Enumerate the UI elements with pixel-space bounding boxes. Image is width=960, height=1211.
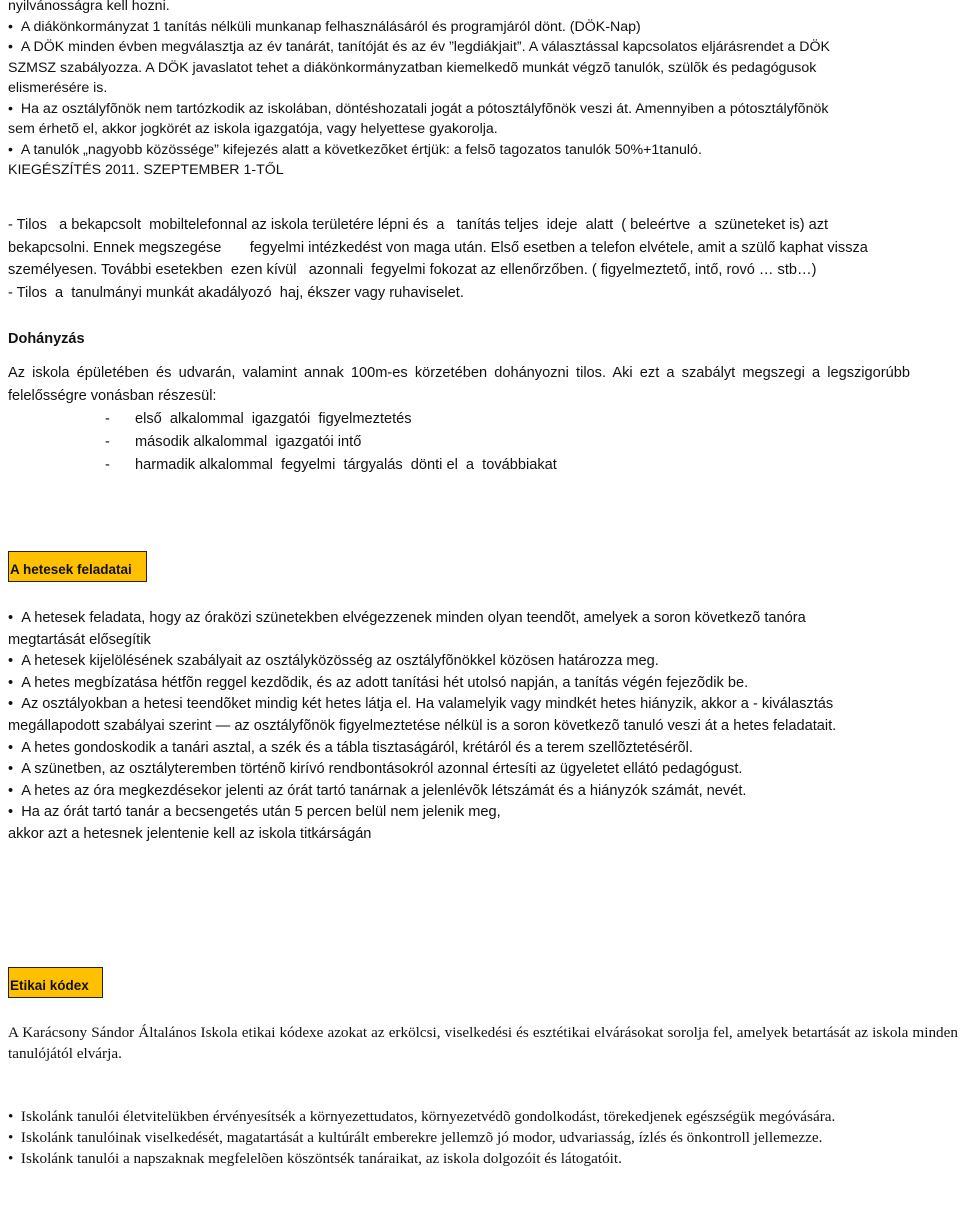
bullet-item: • Ha az órát tartó tanár a becsengetés után 5 percen belül nem jelenik meg, <box>8 802 836 824</box>
bullet-item: • A hetes az óra megkezdésekor jelenti az órát tartó tanárnak a jelenlévõk létszámát és a hiányzók számát, nevét. <box>8 781 836 803</box>
hetesek-list <box>8 608 836 846</box>
text-line: sem érhetõ el, akkor jogkörét az iskola igazgatója, vagy helyettese gyakorolja. <box>8 121 498 137</box>
bullet-item: • Iskolánk tanulói életvitelükben érvényesítsék a környezettudatos, környezetvédõ gondolkodást, törekedjenek egészségük megóvására. <box>8 1106 958 1127</box>
text-line: akkor azt a hetesnek jelentenie kell az iskola titkárságán <box>8 825 372 842</box>
bullet-item: • A diákönkormányzat 1 tanítás nélküli munkanap felhasználásáról és programjáról dönt. (DÖK-Nap) <box>8 17 830 38</box>
bullet-item: • A hetesek feladata, hogy az óraközi szünetekben elvégezzenek minden olyan teendõt, amelyek a soron következõ tanóra <box>8 608 836 630</box>
sanction-text: első alkalommal igazgatói figyelmeztetés <box>135 411 412 427</box>
rule-line: bekapcsolni. Ennek megszegése fegyelmi intézkedést von maga után. Első esetben a telefon elvétele, amit a szülő kaphat vissza <box>8 239 868 256</box>
sanction-item <box>8 431 910 454</box>
bullet-item: • A hetesek kijelölésének szabályait az osztályközösség az osztályfõnökkel közösen határozza meg. <box>8 651 836 673</box>
sanction-item <box>8 408 910 431</box>
hetesek-heading: A hetesek feladatai <box>8 551 147 582</box>
rule-line: - Tilos a tanulmányi munkát akadályozó haj, ékszer vagy ruhaviselet. <box>8 284 464 301</box>
text-line: megállapodott szabályai szerint — az osztályfõnök figyelmeztetése nélkül is a soron következõ tanuló veszi át a hetes feladatait. <box>8 717 837 734</box>
smoking-section <box>8 328 910 477</box>
bullet-item: • Iskolánk tanulói a napszaknak megfelelõen köszöntsék tanáraikat, az iskola dolgozóit és látogatóit. <box>8 1148 958 1169</box>
bullet-item: • A hetes megbízatása hétfõn reggel kezdõdik, és az adott tanítási hét utolsó napján, a tanítás végén fejezõdik be. <box>8 673 836 695</box>
tilos-section <box>8 214 868 304</box>
rule-line: - Tilos a bekapcsolt mobiltelefonnal az iskola területére lépni és a tanítás teljes ideje alatt ( beleértve a szüneteket is) azt <box>8 217 829 233</box>
text-line: SZMSZ szabályozza. A DÖK javaslatot tehet a diákönkormányzatban kiemelkedõ munkát végzõ tanulók, szülõk és pedagógusok <box>8 59 817 76</box>
bullet-item: • A szünetben, az osztályteremben történõ kirívó rendbontásokról azonnal értesíti az ügyeletet ellátó pedagógust. <box>8 759 836 781</box>
ethics-section <box>8 1022 958 1169</box>
sanction-text: harmadik alkalommal fegyelmi tárgyalás dönti el a továbbiakat <box>135 457 557 473</box>
ethics-paragraph: A Karácsony Sándor Általános Iskola etikai kódexe azokat az erkölcsi, viselkedési és esztétikai elvárásokat sorolja fel, amelyek betartását az iskola minden tanulójától elvárja. <box>8 1024 958 1062</box>
bullet-item: • A hetes gondoskodik a tanári asztal, a szék és a tábla tisztaságáról, krétáról és a terem szellõztetésérõl. <box>8 738 836 760</box>
bullet-item: • A DÖK minden évben megválasztja az év tanárát, tanítóját és az év ”legdiákjait”. A választással kapcsolatos eljárásrendet a DÖK <box>8 37 830 58</box>
sanction-item <box>8 454 910 477</box>
bullet-item: • Az osztályokban a hetesi teendõket mindig két hetes látja el. Ha valamelyik vagy mindkét hetes hiányzik, akkor a - kiválasztás <box>8 694 836 716</box>
text-line: elismerésére is. <box>8 80 108 96</box>
bullet-item: • A tanulók „nagyobb közössége” kifejezés alatt a következõket értjük: a felsõ tagozatos tanulók 50%+1tanuló. <box>8 140 830 161</box>
bullet-item: • Iskolánk tanulóinak viselkedését, magatartását a kultúrált emberekre jellemzõ jó modor, udvariasság, ízlés és önkontroll jellemezze. <box>8 1127 958 1148</box>
rule-line: személyesen. További esetekben ezen kívül azonnali fegyelmi fokozat az ellenőrzőben. ( figyelmeztető, intő, rovó … stb…) <box>8 262 817 278</box>
smoking-paragraph: Az iskola épületében és udvarán, valamint annak 100m-es körzetében dohányozni tilos. Aki ezt a szabályt megszegi a legszigorúbb felelősségre vonásban részesül: <box>8 365 910 404</box>
text-line: megtartását elősegítik <box>8 631 151 648</box>
smoking-heading: Dohányzás <box>8 331 85 347</box>
dash-marker: - <box>105 411 110 427</box>
bullet-item: • Ha az osztályfõnök nem tartózkodik az iskolában, döntéshozatali jogát a pótosztályfõnök veszi át. Amennyiben a pótosztályfõnök <box>8 99 830 120</box>
sanction-text: második alkalommal igazgatói intő <box>135 434 362 450</box>
supplement-heading: KIEGÉSZÍTÉS 2011. SZEPTEMBER 1-TŐL <box>8 162 284 178</box>
etikai-heading: Etikai kódex <box>8 967 103 998</box>
text-line: nyilvánosságra kell hozni. <box>8 0 170 14</box>
dash-marker: - <box>105 434 110 450</box>
dash-marker: - <box>105 457 110 473</box>
